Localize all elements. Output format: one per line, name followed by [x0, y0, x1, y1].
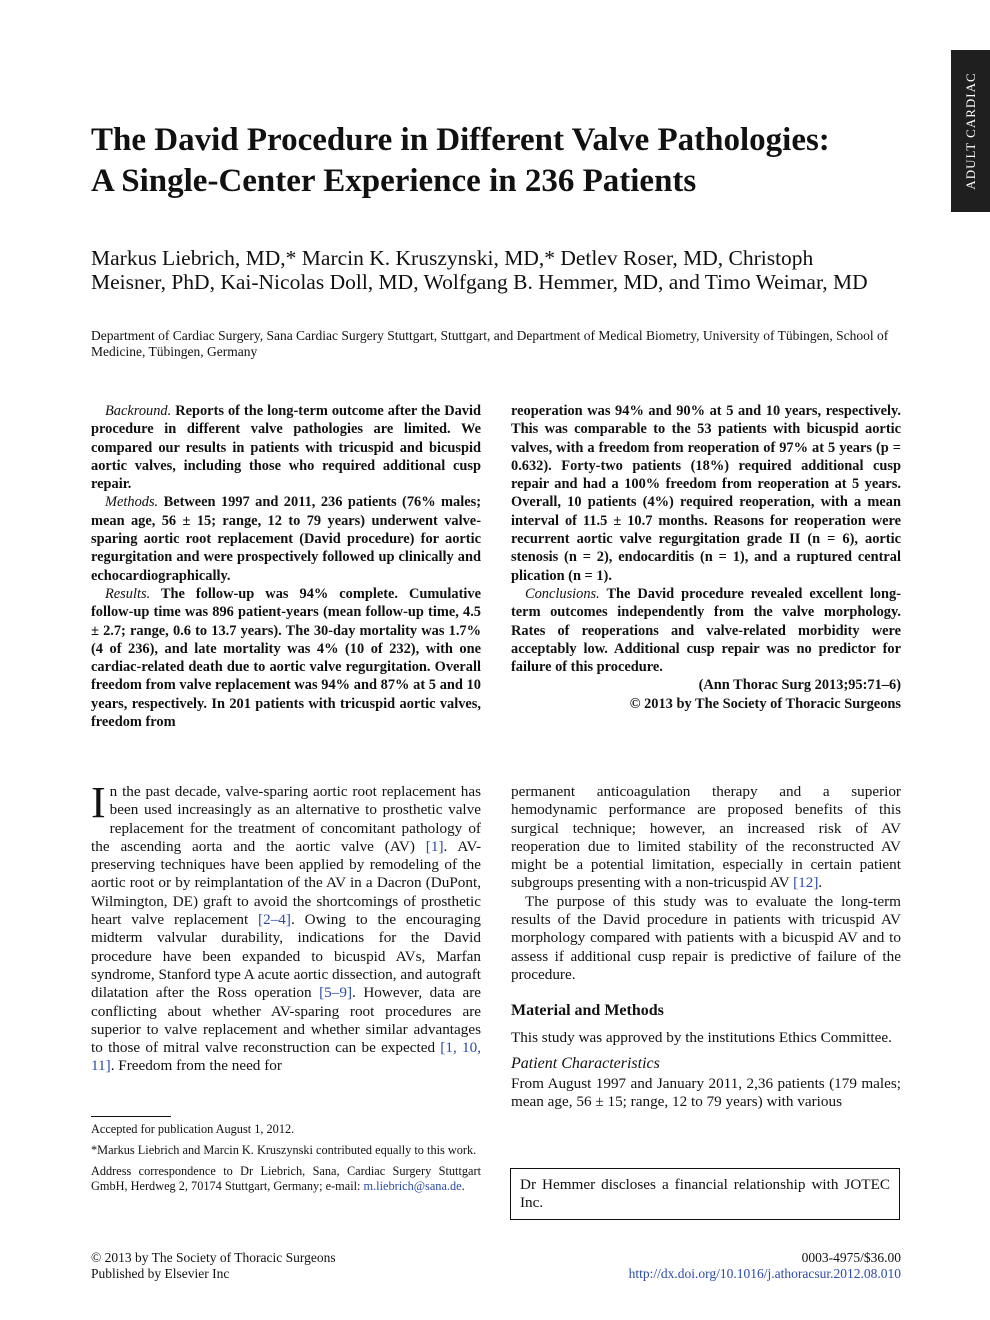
intro-paragraph — [91, 778, 482, 1076]
accepted-note: Accepted for publication August 1, 2012. — [91, 1122, 295, 1136]
footnotes — [91, 1122, 481, 1200]
section-tab — [951, 50, 990, 212]
reference-link[interactable]: [1] — [425, 837, 444, 855]
intro-text: n the past decade, valve-sparing aortic root replacement has been used increasingly as an alternative to prosthetic valve replacement for the treatment of concomitant pathology of the ascending aorta and the aortic valve (AV) — [91, 783, 481, 855]
footer-left — [91, 1250, 491, 1281]
correspondence-text: . — [461, 1179, 465, 1193]
abstract-results-continued: reoperation was 94% and 90% at 5 and 10 years, respectively. This was comparable to the 53 patients with bicuspid aortic valves, with a freedom from reoperation of 97% at 5 years (p = 0.632). Forty-two patients (18%) required additional cusp repair and had a 100% freedom from reoperation at 5 years. Overall, 10 patients (4%) required reoperation, with a mean interval of 11.5 ± 10.7 months. Reasons for reoperation were recurrent aortic valve regurgitation grade II (n = 6), aortic stenosis (n = 2), endocarditis (n = 1), and a ruptured central plication (n = 1). — [511, 403, 901, 584]
methods-label: Methods. — [105, 494, 159, 511]
results-text: The follow-up was 94% complete. Cumulative follow-up time was 896 patient-years (mean follow-up time, 4.5 ± 2.7; range, 0.6 to 13.7 years). The 30-day mortality was 1.7% (4 of 236), and late mortality was 4% (10 of 232), with one cardiac-related death due to aortic valve regurgitation. Overall freedom from valve replacement was 94% and 87% at 5 and 10 years, respectively. In 201 patients with tricuspid aortic valves, freedom from — [91, 585, 481, 731]
doi-link[interactable]: http://dx.doi.org/10.1016/j.athoracsur.2012.08.010 — [628, 1265, 901, 1281]
intro-text: . — [818, 874, 823, 892]
author-list: Markus Liebrich, MD,* Marcin K. Kruszynski, MD,* Detlev Roser, MD, Christoph Meisner, PhD, Kai-Nicolas Doll, MD, Wolfgang B. Hemmer, MD, and Timo Weimar, MD — [91, 246, 868, 294]
ethics-paragraph: This study was approved by the institutions Ethics Committee. — [511, 1028, 892, 1046]
intro-text: . Owing to the encouraging midterm valvular durability, indications for the David procedure have been expanded to bicuspid AVs, Marfan syndrome, Stanford type A acute aortic dissection, and autograft dilatation after the Ross operation — [91, 911, 481, 1002]
abstract-conclusions — [511, 585, 901, 676]
reference-link[interactable]: [1, 10, 11] — [91, 1039, 481, 1075]
footnote-divider — [91, 1116, 171, 1117]
email-link[interactable]: m.liebrich@sana.de — [363, 1179, 462, 1193]
affiliation: Department of Cardiac Surgery, Sana Cardiac Surgery Stuttgart, Stuttgart, and Department of Medical Biometry, University of Tübingen, School of Medicine, Tübingen, Germany — [91, 328, 889, 359]
body-right-column — [511, 783, 901, 1112]
background-label: Backround. — [105, 403, 172, 419]
methods-text: Between 1997 and 2011, 236 patients (76% males; mean age, 56 ± 15; range, 12 to 79 years) underwent valve-sparing aortic root replacement (David procedure) for aortic regurgitation and were prospectively followed up clinically and echocardiographically. — [91, 494, 481, 584]
conclusions-label: Conclusions. — [525, 585, 600, 602]
abstract-background — [91, 402, 481, 493]
section-tab-label: ADULT CARDIAC — [962, 72, 978, 190]
journal-citation: (Ann Thorac Surg 2013;95:71–6) — [698, 677, 901, 694]
intro-text: . AV-preserving techniques have been applied by remodeling of the aortic root or by reimplantation of the AV in a Dacron (DuPont, Wilmington, DE) graft to avoid the shortcomings of prosthetic heart valve replacement — [91, 837, 482, 929]
reference-link[interactable]: [5–9] — [319, 984, 353, 1002]
body-left-column — [91, 778, 482, 1076]
abstract-methods — [91, 493, 481, 584]
section-heading: Material and Methods — [511, 1002, 664, 1020]
correspondence-note — [91, 1164, 481, 1194]
results-label: Results. — [105, 585, 151, 602]
intro-text: . Freedom from the need for — [110, 1057, 282, 1075]
abstract-results — [91, 585, 481, 731]
intro-continued — [511, 783, 901, 893]
reference-link[interactable]: [12] — [793, 874, 819, 892]
intro-text: permanent anticoagulation therapy and a superior hemodynamic performance are proposed benefits of this surgical technique; however, an increased risk of AV reoperation due to limited stability of the reconstructed AV might be a potential limitation, especially in certain patient subgroups presenting with a non-tricuspid AV — [511, 783, 901, 892]
article-title: The David Procedure in Different Valve Pathologies: A Single-Center Experience in 236 Patients — [91, 122, 830, 199]
intro-text: . However, data are conflicting about whether AV-sparing root procedures are superior to valve replacement and whether similar advantages to those of mitral valve reconstruction can be expected — [91, 984, 482, 1057]
footer-right — [540, 1250, 901, 1281]
footer-copyright: © 2013 by The Society of Thoracic Surgeons — [91, 1250, 336, 1265]
patients-paragraph: From August 1997 and January 2011, 2,36 patients (179 males; mean age, 56 ± 15; range, 12 to 79 years) with various — [511, 1075, 901, 1111]
issn-price: 0003-4975/$36.00 — [801, 1250, 901, 1265]
purpose-paragraph: The purpose of this study was to evaluate the long-term results of the David procedure in patients with tricuspid AV morphology compared with patients with a bicuspid AV and to assess if additional cusp repair is predictive of failure of the procedure. — [511, 892, 901, 983]
equal-contribution-note: *Markus Liebrich and Marcin K. Kruszynski contributed equally to this work. — [91, 1143, 477, 1157]
abstract-copyright: © 2013 by The Society of Thoracic Surgeons — [629, 695, 901, 712]
disclosure-box: Dr Hemmer discloses a financial relationship with JOTEC Inc. — [510, 1168, 900, 1220]
background-text: Reports of the long-term outcome after the David procedure in different valve pathologies are limited. We compared our results in patients with tricuspid and bicuspid aortic valves, including those who required additional cusp repair. — [91, 403, 481, 493]
correspondence-text: Address correspondence to Dr Liebrich, Sana, Cardiac Surgery Stuttgart GmbH, Herdweg 2, 70174 Stuttgart, Germany; e-mail: — [91, 1164, 481, 1193]
abstract-right-column — [511, 402, 901, 713]
footer-publisher: Published by Elsevier Inc — [91, 1265, 230, 1281]
drop-cap: I — [91, 778, 106, 827]
reference-link[interactable]: [2–4] — [258, 911, 291, 929]
subsection-heading: Patient Characteristics — [511, 1054, 660, 1072]
abstract-left-column — [91, 402, 481, 731]
conclusions-text: The David procedure revealed excellent long-term outcomes independently from the valve morphology. Rates of reoperations and valve-related morbidity were acceptably low. Additional cusp repair was no predictor for failure of this procedure. — [511, 585, 901, 676]
